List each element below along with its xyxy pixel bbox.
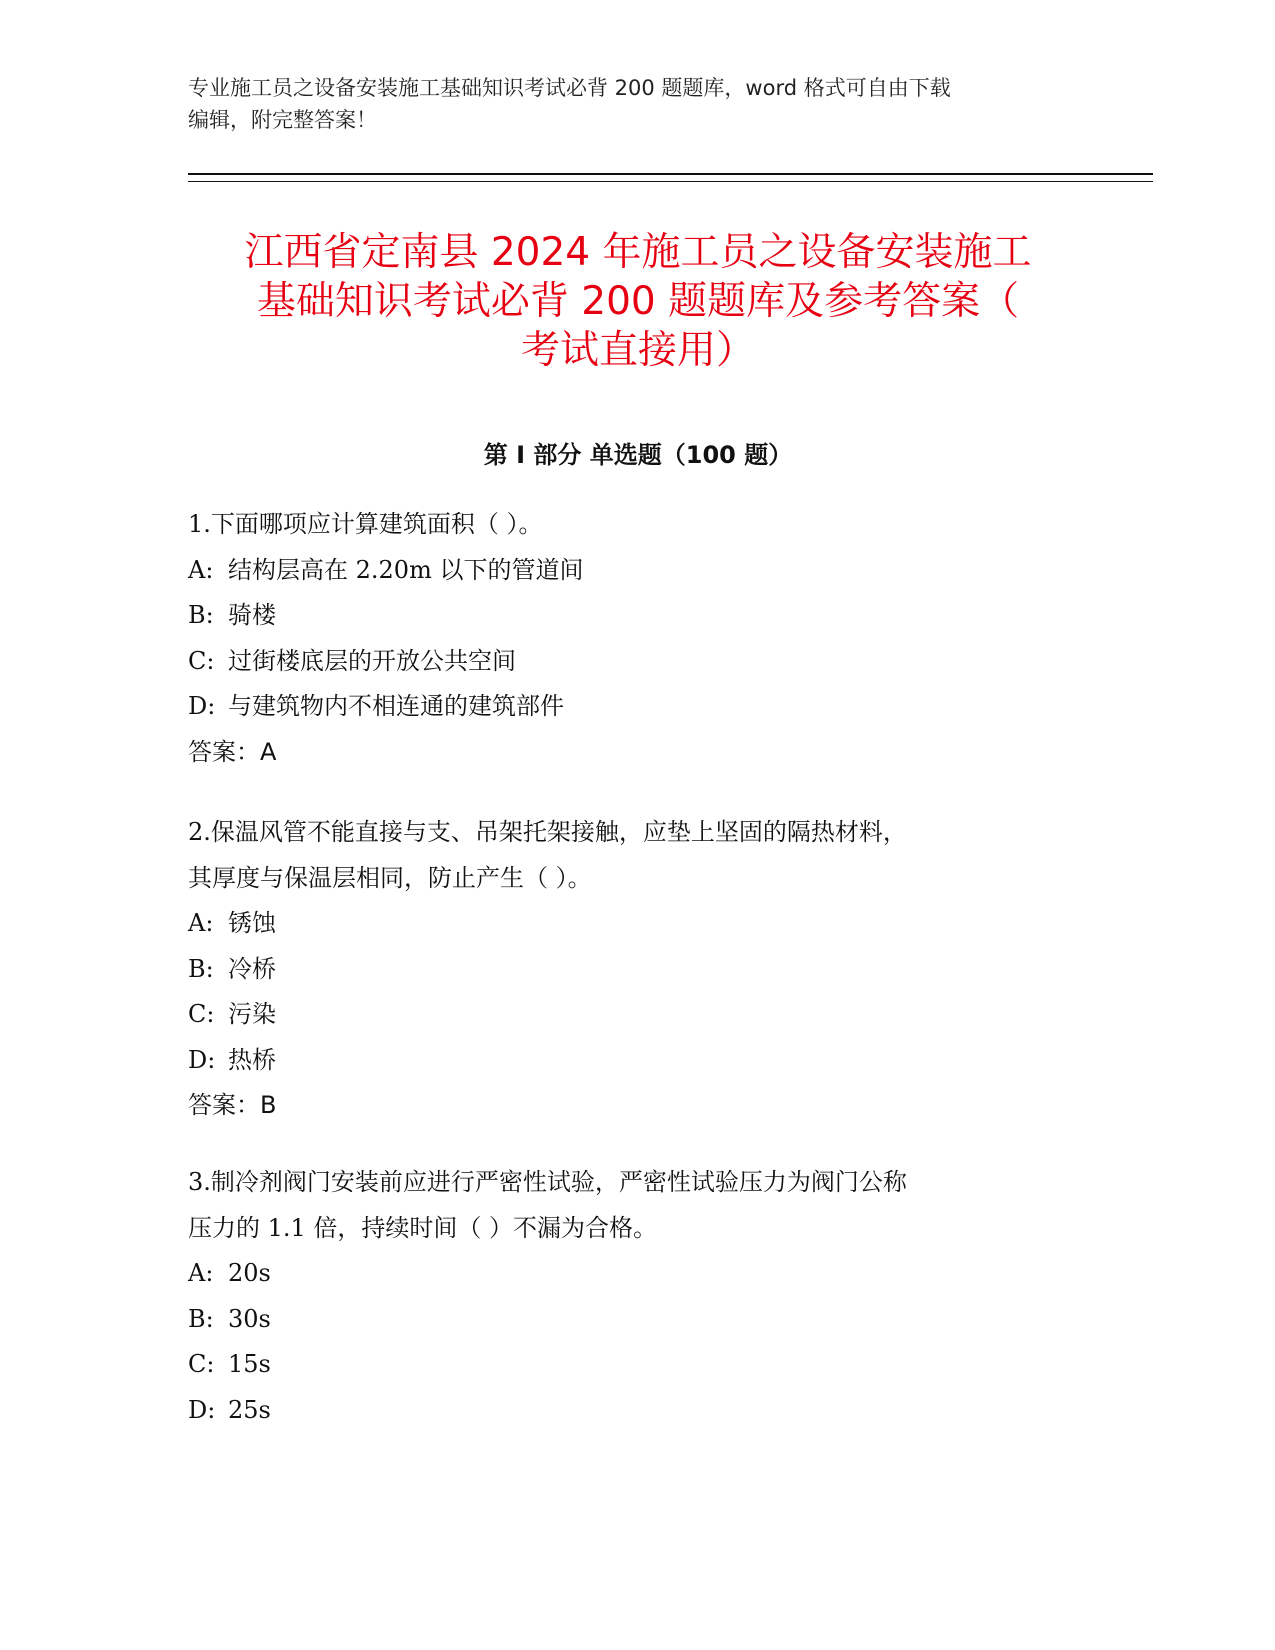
question-stem-line-2: 压力的 1.1 倍，持续时间（ ）不漏为合格。 bbox=[188, 1213, 658, 1242]
option-a bbox=[188, 901, 1098, 947]
option-key: D: bbox=[188, 692, 216, 720]
option-key: B: bbox=[188, 1304, 214, 1333]
option-text: 冷桥 bbox=[228, 954, 276, 983]
option-a bbox=[188, 548, 1098, 594]
option-text: 25s bbox=[228, 1395, 271, 1424]
document-title-line-2: 基础知识考试必背 200 题题库及参考答案（ bbox=[256, 279, 1020, 324]
option-b bbox=[188, 1297, 1098, 1343]
section-heading: 第 I 部分 单选题（100 题） bbox=[483, 441, 793, 469]
header-note-line-2: 编辑，附完整答案！ bbox=[188, 108, 377, 132]
question-stem-line-2: 其厚度与保温层相同，防止产生（ ）。 bbox=[188, 863, 592, 892]
document-title-line-1: 江西省定南县 2024 年施工员之设备安装施工 bbox=[244, 230, 1032, 275]
document-title-line-3: 考试直接用） bbox=[520, 328, 755, 373]
question-stem-line-1: 3.制冷剂阀门安装前应进行严密性试验，严密性试验压力为阀门公称 bbox=[188, 1168, 907, 1196]
option-text: 热桥 bbox=[228, 1045, 276, 1074]
option-text: 与建筑物内不相连通的建筑部件 bbox=[228, 692, 564, 720]
option-text: 结构层高在 2.20m 以下的管道间 bbox=[228, 555, 584, 584]
header-divider-thin bbox=[188, 181, 1153, 182]
option-key: D: bbox=[188, 1045, 216, 1074]
option-d bbox=[188, 1038, 1098, 1084]
option-c bbox=[188, 639, 1098, 685]
option-a bbox=[188, 1251, 1098, 1297]
option-b bbox=[188, 593, 1098, 639]
option-text: 过街楼底层的开放公共空间 bbox=[228, 646, 516, 675]
option-c bbox=[188, 1342, 1098, 1388]
option-text: 30s bbox=[228, 1304, 271, 1333]
header-note-line-1: 专业施工员之设备安装施工基础知识考试必背 200 题题库，word 格式可自由下载 bbox=[188, 76, 951, 100]
option-d bbox=[188, 1388, 1098, 1434]
option-key: C: bbox=[188, 646, 215, 675]
option-b bbox=[188, 947, 1098, 993]
question-stem: 1.下面哪项应计算建筑面积（ ）。 bbox=[188, 510, 543, 538]
option-text: 15s bbox=[228, 1350, 271, 1378]
option-key: A: bbox=[188, 555, 214, 584]
option-key: C: bbox=[188, 1350, 215, 1378]
option-key: B: bbox=[188, 601, 214, 629]
question-stem-line-1: 2.保温风管不能直接与支、吊架托架接触，应垫上坚固的隔热材料， bbox=[188, 818, 907, 846]
header-note bbox=[188, 72, 1088, 136]
option-text: 骑楼 bbox=[228, 601, 276, 629]
option-d bbox=[188, 684, 1098, 730]
answer-line: 答案：A bbox=[188, 737, 277, 766]
question-3 bbox=[188, 1160, 1098, 1433]
question-1 bbox=[188, 502, 1098, 775]
option-key: A: bbox=[188, 1259, 214, 1287]
option-text: 污染 bbox=[228, 1000, 276, 1028]
option-c bbox=[188, 992, 1098, 1038]
option-text: 锈蚀 bbox=[228, 909, 276, 937]
option-key: C: bbox=[188, 1000, 215, 1028]
option-key: B: bbox=[188, 954, 214, 983]
answer-line: 答案：B bbox=[188, 1091, 277, 1119]
header-divider-thick bbox=[188, 173, 1153, 175]
option-key: A: bbox=[188, 909, 214, 937]
option-key: D: bbox=[188, 1395, 216, 1424]
document-title bbox=[188, 228, 1088, 375]
option-text: 20s bbox=[228, 1259, 271, 1287]
question-2 bbox=[188, 810, 1098, 1129]
